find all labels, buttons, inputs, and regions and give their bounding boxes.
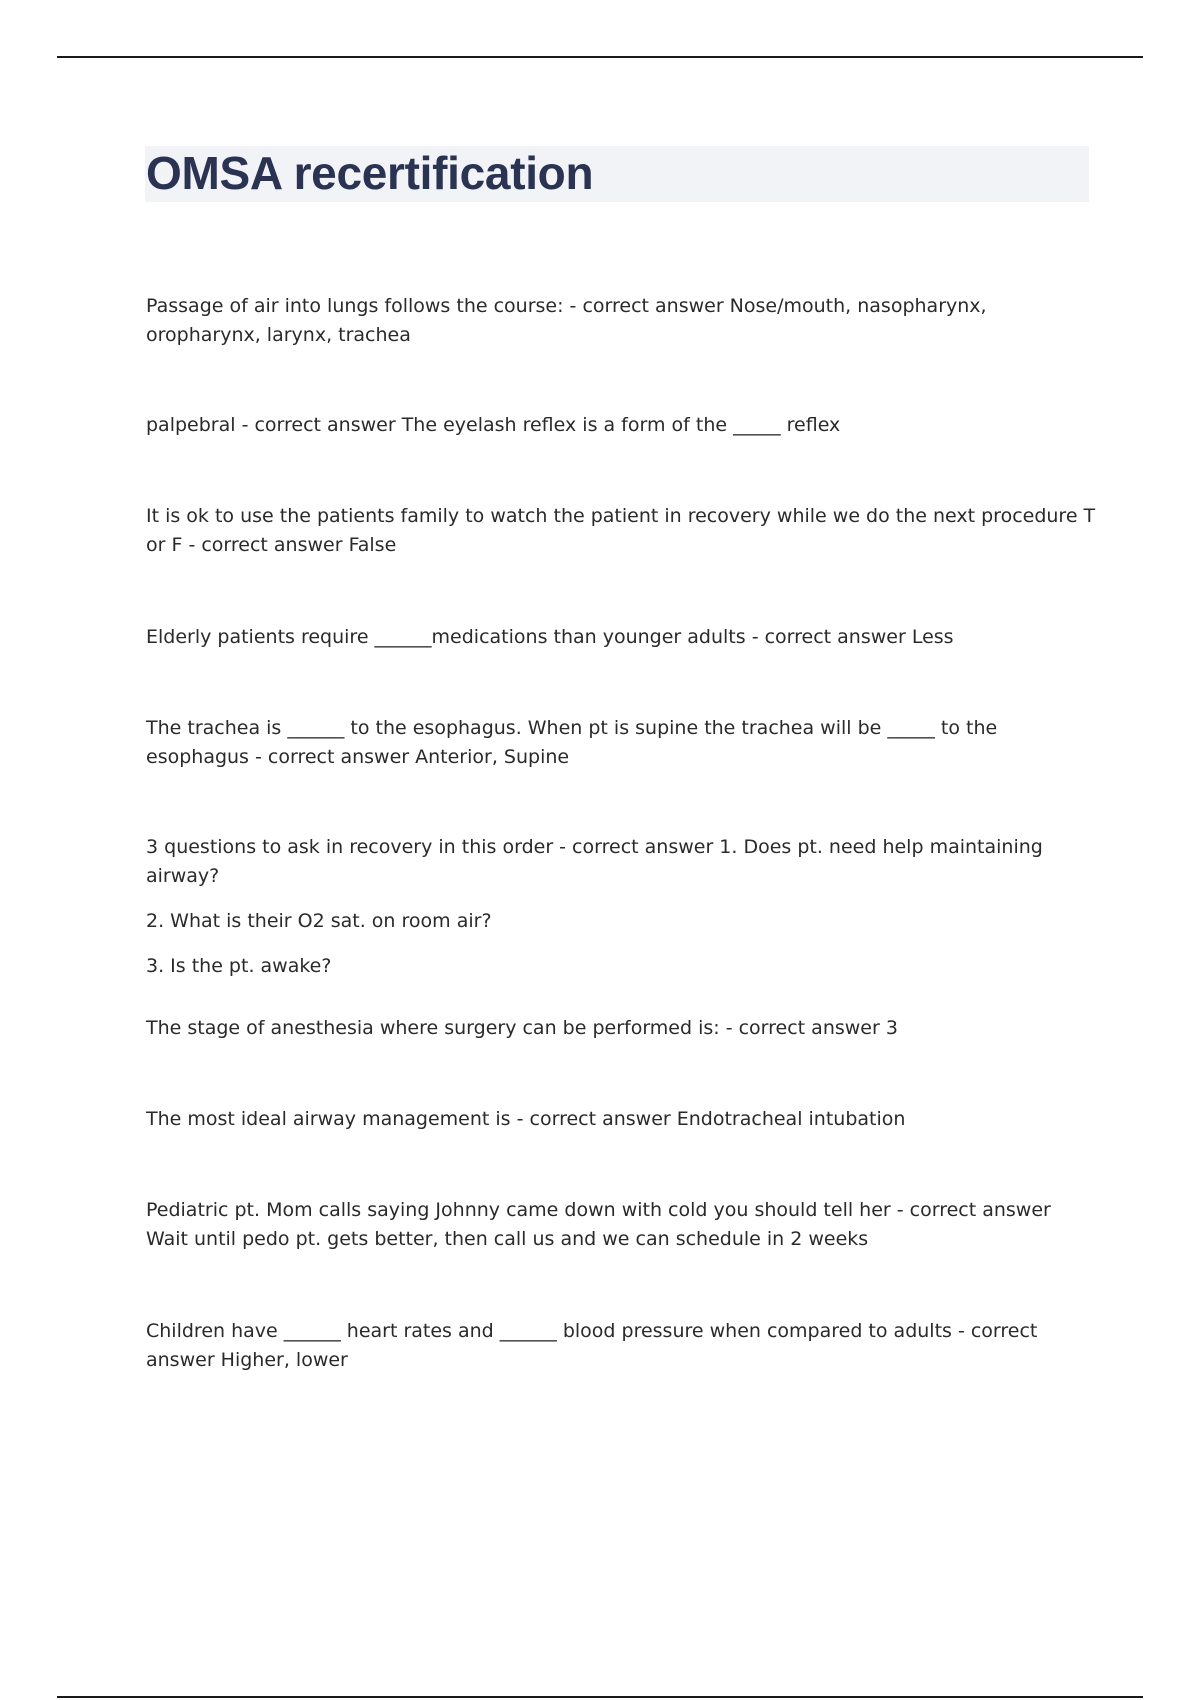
qa-text: Children have ______ heart rates and ______ blood pressure when compared to adults - correct answer Higher, lower	[146, 1320, 1038, 1371]
qa-item-7	[146, 1014, 1096, 1043]
page-title: OMSA recertification	[146, 147, 594, 199]
qa-item-5	[146, 714, 1096, 772]
bottom-rule	[57, 1696, 1143, 1698]
qa-text: The stage of anesthesia where surgery can be performed is: - correct answer 3	[146, 1017, 898, 1039]
qa-item-6	[146, 833, 1096, 981]
qa-item-1	[146, 292, 1096, 350]
qa-item-2	[146, 411, 1096, 440]
qa-text-line-2: 2. What is their O2 sat. on room air?	[146, 910, 492, 932]
qa-item-8	[146, 1105, 1096, 1134]
qa-text: 3 questions to ask in recovery in this order - correct answer 1. Does pt. need help maintaining airway?	[146, 836, 1043, 887]
qa-item-3	[146, 502, 1096, 560]
qa-text: It is ok to use the patients family to watch the patient in recovery while we do the next procedure T or F - correct answer False	[146, 505, 1096, 556]
qa-text: palpebral - correct answer The eyelash reflex is a form of the _____ reflex	[146, 414, 841, 436]
qa-item-9	[146, 1196, 1096, 1254]
qa-text: Elderly patients require ______medications than younger adults - correct answer Less	[146, 626, 954, 648]
top-rule	[57, 56, 1143, 58]
qa-text: The most ideal airway management is - correct answer Endotracheal intubation	[146, 1108, 906, 1130]
qa-item-10	[146, 1317, 1096, 1375]
qa-text: Passage of air into lungs follows the course: - correct answer Nose/mouth, nasopharynx, oropharynx, larynx, trachea	[146, 295, 987, 346]
qa-text: The trachea is ______ to the esophagus. When pt is supine the trachea will be _____ to the esophagus - correct answer Anterior, Supine	[146, 717, 998, 768]
qa-item-4	[146, 623, 1096, 652]
qa-text: Pediatric pt. Mom calls saying Johnny came down with cold you should tell her - correct answer Wait until pedo pt. gets better, then call us and we can schedule in 2 weeks	[146, 1199, 1051, 1250]
qa-text-line-3: 3. Is the pt. awake?	[146, 955, 332, 977]
